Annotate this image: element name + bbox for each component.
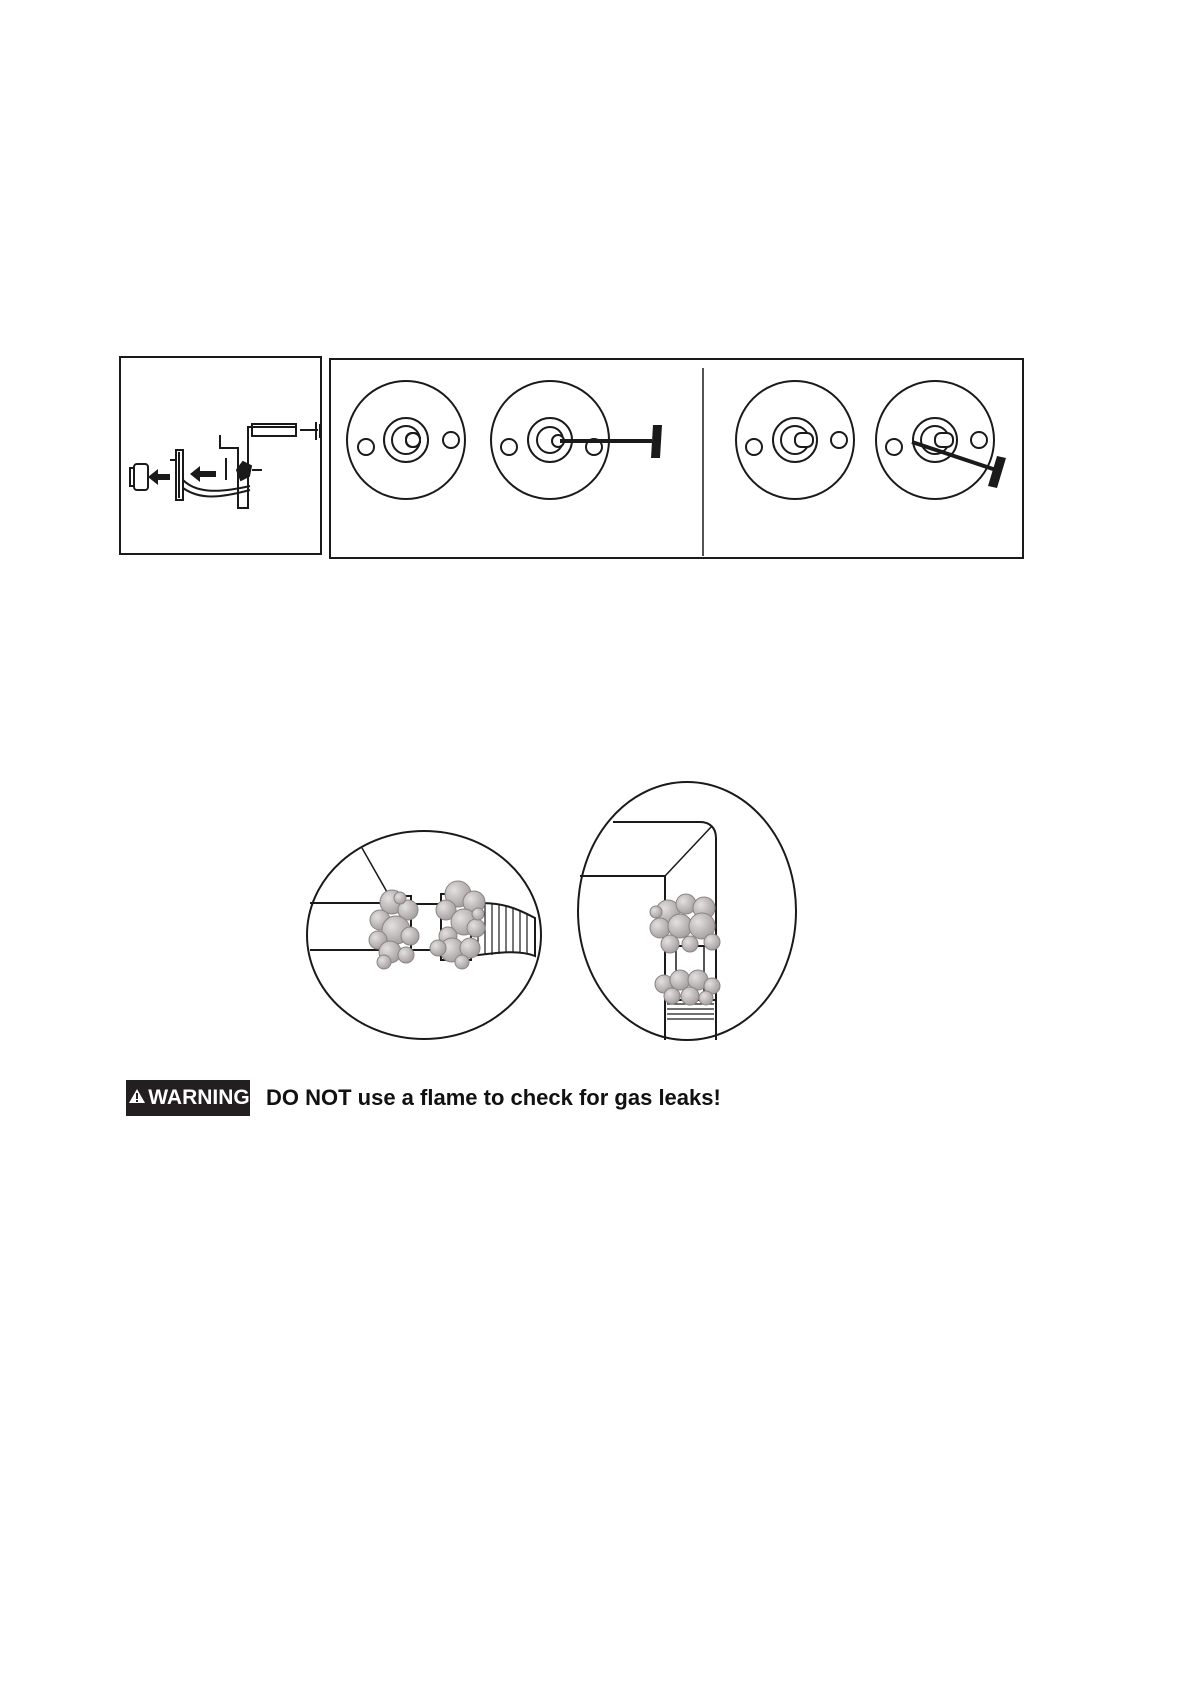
dial-2 [491,381,662,499]
warning-message: DO NOT use a flame to check for gas leaks! [266,1085,721,1110]
warning-row [126,1080,721,1116]
soap-bubbles-left [369,890,419,969]
dial-3 [736,381,854,499]
soap-bubbles-upper [650,894,720,953]
leak-test-hose-fitting [307,831,541,1039]
knob-adjustment-panel [330,359,1023,558]
knob-removal-panel [120,357,321,554]
dial-4 [876,381,1006,499]
warning-triangle-icon [128,1086,146,1110]
dial-1 [347,381,465,499]
warning-badge-label: WARNING [148,1086,250,1109]
leak-test-pipe-elbow [578,782,796,1040]
soap-bubbles-right [430,881,485,969]
soap-bubbles-lower [655,970,720,1005]
warning-badge [126,1080,250,1116]
